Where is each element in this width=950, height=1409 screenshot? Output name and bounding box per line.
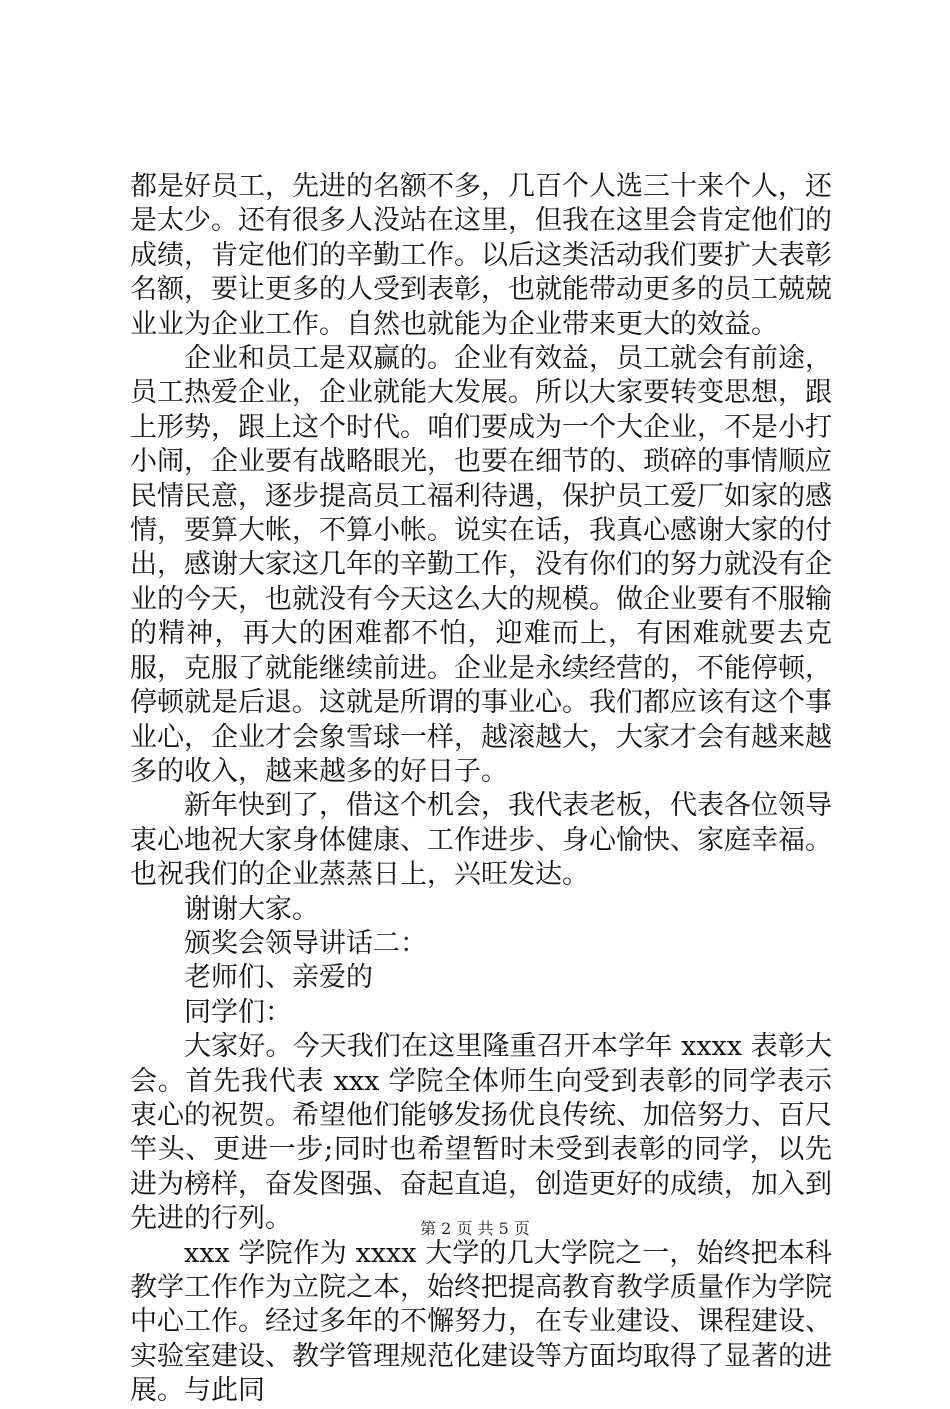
paragraph: 新年快到了，借这个机会，我代表老板，代表各位领导衷心地祝大家身体健康、工作进步、身心愉快、家庭幸福。也祝我们的企业蒸蒸日上，兴旺发达。: [130, 790, 832, 891]
section-heading: 颁奖会领导讲话二：: [184, 927, 427, 959]
salutation-line: 老师们、亲爱的: [184, 962, 373, 994]
paragraph: 谢谢大家。: [184, 893, 319, 925]
paragraph: 企业和员工是双赢的。企业有效益，员工就会有前途，员工热爱企业，企业就能大发展。所以大家要转变思想，跟上形势，跟上这个时代。咱们要成为一个大企业，不是小打小闹，企业要有战略眼光，也要在细节的、琐碎的事情顺应民情民意，逐步提高员工福利待遇，保护员工爱厂如家的感情，要算大帐，不算小帐。说实在话，我真心感谢大家的付出，感谢大家这几年的辛勤工作，没有你们的努力就没有企业的今天，也就没有今天这么大的规模。做企业要有不服输的精神，再大的困难都不怕，迎难而上，有困难就要去克服，克服了就能继续前进。企业是永续经营的，不能停顿，停顿就是后退。这就是所谓的事业心。我们都应该有这个事业心，企业才会象雪球一样，越滚越大，大家才会有越来越多的收入，越来越多的好日子。: [130, 343, 832, 787]
paragraph: 大家好。今天我们在这里隆重召开本学年 xxxx 表彰大会。首先我代表 xxx 学院全体师生向受到表彰的同学表示衷心的祝贺。希望他们能够发扬优良传统、加倍努力、百尺竿头、更进一步;同时也希望暂时未受到表彰的同学，以先进为榜样，奋发图强、奋起直追，创造更好的成绩，加入到先进的行列。: [130, 1031, 832, 1235]
paragraph: xxx 学院作为 xxxx 大学的几大学院之一，始终把本科教学工作作为立院之本，始终把提高教育教学质量作为学院中心工作。经过多年的不懈努力，在专业建设、课程建设、实验室建设、教学管理规范化建设等方面均取得了显著的进展。与此同: [130, 1237, 832, 1407]
paragraph: 都是好员工，先进的名额不多，几百个人选三十来个人，还是太少。还有很多人没站在这里，但我在这里会肯定他们的成绩，肯定他们的辛勤工作。以后这类活动我们要扩大表彰名额，要让更多的人受到表彰，也就能带动更多的员工兢兢业业为企业工作。自然也就能为企业带来更大的效益。: [130, 171, 832, 340]
salutation-line: 同学们：: [184, 996, 292, 1028]
page-number-footer: 第 2 页 共 5 页: [420, 1219, 530, 1238]
